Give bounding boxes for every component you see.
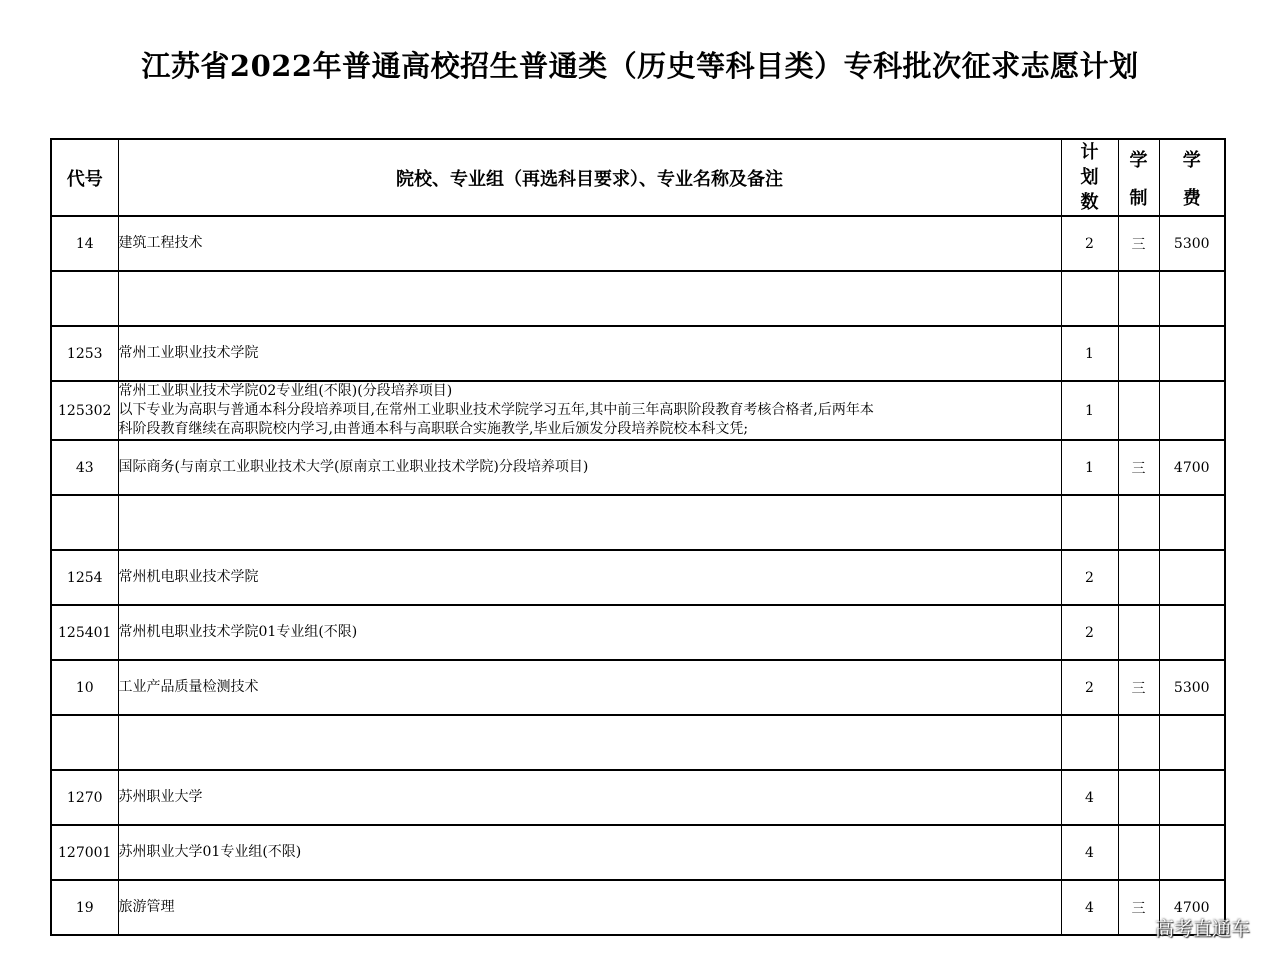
- header-plan-char: 数: [1080, 192, 1099, 213]
- cell-fee: [1159, 550, 1225, 605]
- cell-name: [118, 216, 1061, 271]
- cell-fee: [1159, 381, 1225, 440]
- cell-code: 10: [51, 660, 118, 715]
- cell-name: [118, 605, 1061, 660]
- table-row: [51, 216, 1225, 271]
- cell-duration: [1118, 495, 1159, 550]
- cell-code: 125401: [51, 605, 118, 660]
- cell-code: 1254: [51, 550, 118, 605]
- header-plan-char: 划: [1080, 167, 1099, 188]
- cell-plan: [1061, 271, 1118, 326]
- cell-plan: 1: [1061, 326, 1118, 381]
- cell-plan: 2: [1061, 550, 1118, 605]
- cell-name-line: 工业产品质量检测技术: [118, 679, 259, 695]
- cell-fee: [1159, 271, 1225, 326]
- header-duration-char: 学: [1129, 149, 1148, 171]
- cell-name-line: 常州机电职业技术学院: [118, 569, 259, 585]
- cell-code: 43: [51, 440, 118, 495]
- table-row: [51, 880, 1225, 935]
- cell-name-line: 科阶段教育继续在高职院校内学习,由普通本科与高职联合实施教学,毕业后颁发分段培养院校本科文凭;: [118, 421, 749, 437]
- cell-name-line: 苏州职业大学: [118, 789, 203, 805]
- cell-code: 127001: [51, 825, 118, 880]
- cell-duration: [1118, 715, 1159, 770]
- cell-duration: [1118, 605, 1159, 660]
- cell-code: [51, 495, 118, 550]
- cell-code: [51, 271, 118, 326]
- cell-fee: [1159, 715, 1225, 770]
- cell-name: [118, 271, 1061, 326]
- cell-fee: 5300: [1159, 660, 1225, 715]
- table-row: [51, 715, 1225, 770]
- cell-plan: 1: [1061, 381, 1118, 440]
- cell-code: 14: [51, 216, 118, 271]
- header-plan-char: 计: [1080, 142, 1099, 163]
- cell-plan: [1061, 495, 1118, 550]
- cell-plan: 2: [1061, 216, 1118, 271]
- cell-name: [118, 660, 1061, 715]
- table-row: [51, 381, 1225, 440]
- cell-duration: [1118, 271, 1159, 326]
- cell-name: [118, 440, 1061, 495]
- cell-code: 1270: [51, 770, 118, 825]
- cell-fee: 4700: [1159, 440, 1225, 495]
- header-fee-char: 学: [1182, 149, 1201, 171]
- cell-duration: 三: [1118, 660, 1159, 715]
- cell-plan: [1061, 715, 1118, 770]
- cell-fee: 5300: [1159, 216, 1225, 271]
- cell-code: 125302: [51, 381, 118, 440]
- cell-duration: 三: [1118, 216, 1159, 271]
- header-plan: [1061, 139, 1118, 216]
- cell-name: [118, 326, 1061, 381]
- cell-fee: [1159, 326, 1225, 381]
- table-row: [51, 550, 1225, 605]
- cell-name-line: 以下专业为高职与普通本科分段培养项目,在常州工业职业技术学院学习五年,其中前三年高职阶段教育考核合格者,后两年本: [118, 402, 874, 418]
- header-name: 院校、专业组（再选科目要求）、专业名称及备注: [118, 139, 1061, 216]
- cell-code: [51, 715, 118, 770]
- plan-table: [50, 138, 1226, 936]
- cell-code: 19: [51, 880, 118, 935]
- cell-plan: 4: [1061, 825, 1118, 880]
- table-row: [51, 271, 1225, 326]
- cell-name: [118, 381, 1061, 440]
- table-row: [51, 770, 1225, 825]
- table-row: [51, 440, 1225, 495]
- cell-fee: [1159, 495, 1225, 550]
- cell-fee: [1159, 770, 1225, 825]
- cell-duration: 三: [1118, 440, 1159, 495]
- cell-name: [118, 715, 1061, 770]
- header-fee-char: 费: [1182, 187, 1201, 209]
- table-row: [51, 605, 1225, 660]
- table-row: [51, 495, 1225, 550]
- cell-name: [118, 880, 1061, 935]
- cell-duration: [1118, 770, 1159, 825]
- cell-duration: [1118, 381, 1159, 440]
- cell-code: 1253: [51, 326, 118, 381]
- cell-plan: 2: [1061, 605, 1118, 660]
- cell-name: [118, 825, 1061, 880]
- cell-name: [118, 770, 1061, 825]
- page-title: 江苏省2022年普通高校招生普通类（历史等科目类）专科批次征求志愿计划: [141, 49, 1139, 83]
- table-row: [51, 825, 1225, 880]
- header-duration-char: 制: [1129, 187, 1148, 209]
- cell-plan: 4: [1061, 770, 1118, 825]
- cell-plan: 1: [1061, 440, 1118, 495]
- cell-name-line: 常州工业职业技术学院: [118, 345, 259, 361]
- cell-plan: 4: [1061, 880, 1118, 935]
- cell-fee: 4700: [1159, 880, 1225, 935]
- cell-duration: 三: [1118, 880, 1159, 935]
- cell-duration: [1118, 550, 1159, 605]
- cell-name-line: 常州工业职业技术学院02专业组(不限)(分段培养项目): [118, 383, 453, 399]
- cell-duration: [1118, 825, 1159, 880]
- cell-name-line: 国际商务(与南京工业职业技术大学(原南京工业职业技术学院)分段培养项目): [118, 459, 589, 475]
- cell-plan: 2: [1061, 660, 1118, 715]
- cell-fee: [1159, 605, 1225, 660]
- cell-name-line: 苏州职业大学01专业组(不限): [118, 844, 302, 860]
- cell-fee: [1159, 825, 1225, 880]
- cell-name-line: 旅游管理: [118, 899, 175, 915]
- table-header-row: [51, 139, 1225, 216]
- cell-name: [118, 495, 1061, 550]
- header-code: 代号: [51, 139, 118, 216]
- watermark: 高考直通车: [1154, 918, 1250, 940]
- cell-name: [118, 550, 1061, 605]
- cell-duration: [1118, 326, 1159, 381]
- header-duration: [1118, 139, 1159, 216]
- header-fee: [1159, 139, 1225, 216]
- table-row: [51, 326, 1225, 381]
- table-row: [51, 660, 1225, 715]
- cell-name-line: 常州机电职业技术学院01专业组(不限): [118, 624, 358, 640]
- cell-name-line: 建筑工程技术: [118, 235, 203, 251]
